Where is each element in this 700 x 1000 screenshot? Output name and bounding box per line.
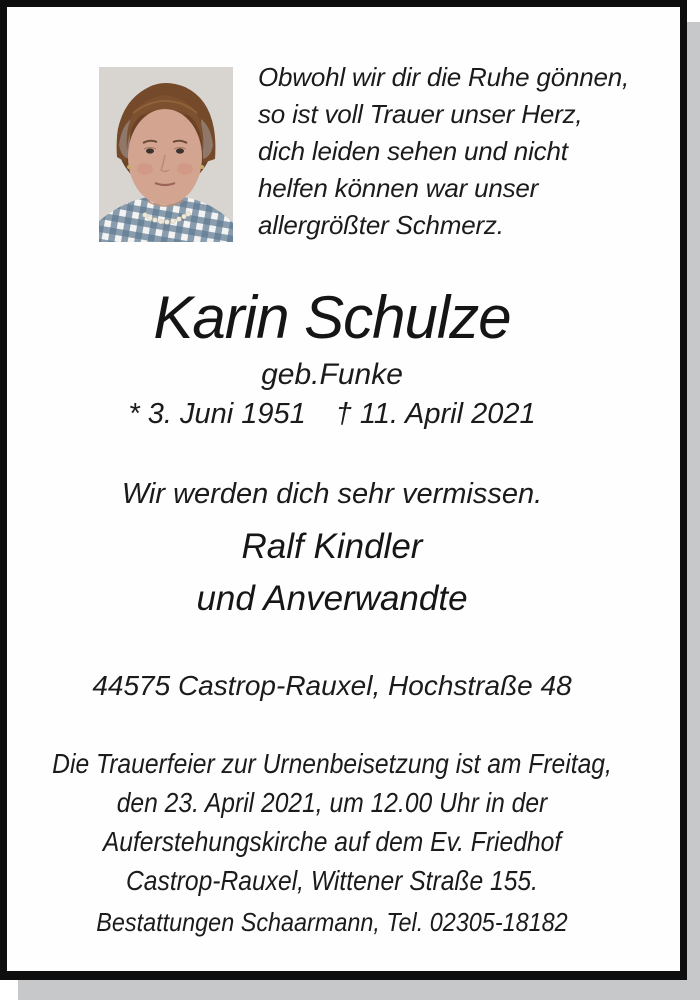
mourners-line: und Anverwandte — [196, 579, 468, 618]
funeral-line: Castrop-Rauxel, Wittener Straße 155. — [125, 865, 538, 896]
address-line: 44575 Castrop-Rauxel, Hochstraße 48 — [92, 670, 572, 701]
funeral-line: den 23. April 2021, um 12.00 Uhr in der — [116, 787, 548, 818]
farewell-line: Wir werden dich sehr vermissen. — [121, 478, 543, 510]
funeral-line: Auferstehungskirche auf dem Ev. Friedhof — [102, 826, 562, 857]
life-dates — [7, 398, 657, 431]
funeral-details — [46, 744, 618, 900]
maiden-name: geb.Funke — [261, 358, 403, 391]
poem-line: dich leiden sehen und nicht — [258, 136, 568, 166]
poem-line: allergrößter Schmerz. — [258, 210, 504, 240]
poem-line: Obwohl wir dir die Ruhe gönnen, — [258, 62, 630, 92]
poem-line: helfen können war unser — [258, 173, 539, 203]
deceased-name: Karin Schulze — [153, 284, 511, 351]
funeral-line: Die Trauerfeier zur Urnenbeisetzung ist am Freitag, — [52, 748, 612, 779]
birth-date: * 3. Juni 1951 — [128, 398, 306, 430]
poem-line: so ist voll Trauer unser Herz, — [258, 99, 583, 129]
death-date: † 11. April 2021 — [335, 398, 536, 430]
undertaker-line: Bestattungen Schaarmann, Tel. 02305-18182 — [96, 907, 568, 937]
notice-body — [7, 7, 657, 973]
mourner-name: Ralf Kindler — [241, 527, 423, 566]
